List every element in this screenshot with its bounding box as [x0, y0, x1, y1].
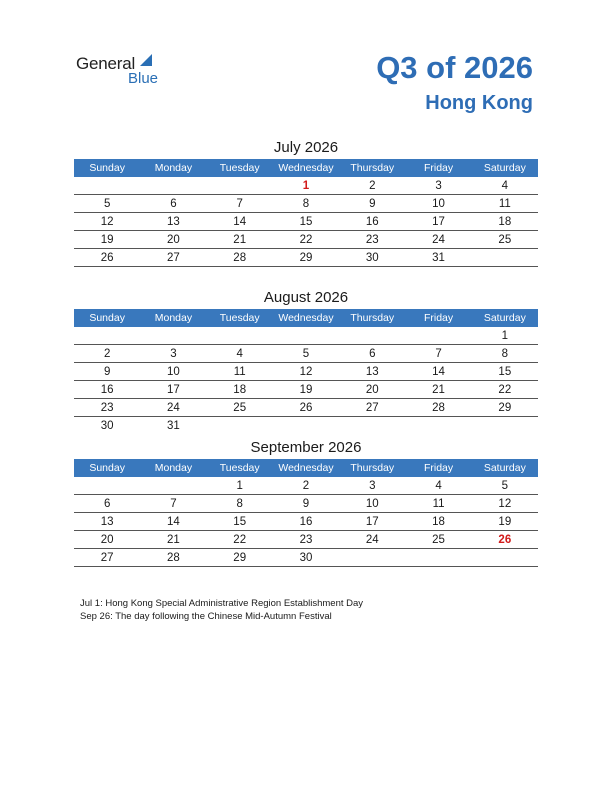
weekday-label: Friday	[423, 162, 454, 174]
day-cell: 15	[233, 516, 247, 528]
weekday-label: Saturday	[483, 162, 526, 174]
day-cell: 22	[498, 384, 512, 396]
day-cell: 5	[103, 198, 111, 210]
day-cell	[207, 327, 273, 344]
day-cell: 10	[432, 198, 445, 210]
week-row	[74, 549, 538, 567]
day-cell	[273, 327, 339, 344]
day-cell: 30	[100, 420, 114, 432]
weekday-label: Thursday	[350, 162, 395, 174]
weekday-label: Sunday	[89, 162, 125, 174]
day-cell: 1	[501, 330, 509, 342]
day-cell: 9	[302, 498, 310, 510]
month-august	[74, 287, 538, 434]
day-cell: 23	[365, 234, 379, 246]
day-cell: 21	[167, 534, 180, 546]
day-cell: 4	[435, 480, 442, 492]
day-cell: 30	[299, 552, 313, 564]
day-cell: 9	[369, 198, 376, 210]
day-cell: 4	[236, 348, 243, 360]
day-cell: 8	[501, 348, 509, 360]
week-row	[74, 477, 538, 495]
day-cell: 14	[432, 366, 445, 378]
day-cell: 8	[302, 198, 310, 210]
day-cell: 31	[167, 420, 180, 432]
weekday-label: Saturday	[483, 462, 526, 474]
day-cell: 13	[100, 516, 114, 528]
day-cell: 1	[236, 480, 243, 492]
day-cell: 24	[167, 402, 180, 414]
day-cell	[74, 327, 140, 344]
day-cell: 6	[103, 498, 111, 510]
day-cell: 30	[365, 252, 379, 264]
day-cell: 2	[369, 180, 376, 192]
day-cell: 24	[365, 534, 379, 546]
day-cell: 2	[302, 480, 310, 492]
week-row	[74, 531, 538, 549]
day-cell	[74, 177, 140, 194]
day-cell	[339, 417, 405, 434]
weekday-label: Tuesday	[219, 312, 260, 324]
month-july	[74, 137, 538, 267]
day-cell: 19	[100, 234, 114, 246]
day-cell: 6	[170, 198, 177, 210]
day-cell	[472, 249, 538, 266]
day-cell	[472, 417, 538, 434]
day-cell: 18	[498, 216, 512, 228]
weekday-label: Wednesday	[278, 312, 334, 324]
day-cell: 6	[369, 348, 376, 360]
day-cell: 3	[369, 480, 376, 492]
day-cell	[405, 549, 471, 566]
holiday-day-cell: 1	[302, 180, 310, 192]
week-row	[74, 213, 538, 231]
holiday-day-cell: 26	[498, 534, 512, 546]
weekday-label: Friday	[423, 312, 454, 324]
day-cell: 25	[233, 402, 247, 414]
day-cell	[140, 177, 206, 194]
day-cell: 12	[100, 216, 114, 228]
day-cell: 13	[365, 366, 379, 378]
weekday-label: Sunday	[89, 462, 125, 474]
day-cell: 29	[299, 252, 313, 264]
day-cell: 21	[233, 234, 247, 246]
day-cell: 24	[432, 234, 445, 246]
logo-general-text: General	[76, 54, 136, 73]
holiday-note: Jul 1: Hong Kong Special Administrative Region Establishment Day	[80, 598, 364, 609]
day-cell: 19	[498, 516, 512, 528]
day-cell: 10	[167, 366, 180, 378]
weekday-label: Tuesday	[219, 162, 260, 174]
day-cell: 11	[498, 198, 511, 210]
day-cell: 28	[432, 402, 445, 414]
day-cell: 18	[432, 516, 445, 528]
day-cell: 22	[233, 534, 247, 546]
month-september	[74, 437, 538, 567]
day-cell: 25	[498, 234, 512, 246]
day-cell: 16	[299, 516, 313, 528]
day-cell: 3	[170, 348, 177, 360]
week-row	[74, 231, 538, 249]
day-cell	[472, 549, 538, 566]
day-cell: 20	[167, 234, 180, 246]
page-title: Q3 of 2026	[376, 50, 533, 85]
day-cell	[339, 327, 405, 344]
day-cell	[273, 417, 339, 434]
day-cell: 16	[365, 216, 379, 228]
week-row	[74, 363, 538, 381]
weekday-label: Thursday	[350, 312, 395, 324]
day-cell: 29	[498, 402, 512, 414]
day-cell: 13	[167, 216, 180, 228]
logo-triangle-icon	[140, 54, 152, 66]
week-row	[74, 327, 538, 345]
day-cell	[339, 549, 405, 566]
day-cell: 18	[233, 384, 247, 396]
day-cell: 19	[299, 384, 313, 396]
week-row	[74, 399, 538, 417]
weekday-label: Wednesday	[278, 462, 334, 474]
day-cell: 11	[432, 498, 445, 510]
weekday-label: Monday	[154, 462, 193, 474]
weekday-label: Saturday	[483, 312, 526, 324]
day-cell: 23	[100, 402, 114, 414]
day-cell: 9	[103, 366, 111, 378]
day-cell	[74, 477, 140, 494]
logo	[76, 52, 186, 92]
day-cell: 17	[432, 216, 445, 228]
region-title: Hong Kong	[425, 92, 533, 114]
day-cell	[405, 417, 471, 434]
day-cell: 17	[167, 384, 180, 396]
week-row	[74, 177, 538, 195]
week-row	[74, 495, 538, 513]
day-cell: 7	[170, 498, 177, 510]
week-row	[74, 381, 538, 399]
day-cell: 12	[299, 366, 313, 378]
day-cell: 28	[167, 552, 180, 564]
day-cell: 20	[365, 384, 379, 396]
day-cell: 27	[100, 552, 114, 564]
day-cell: 31	[432, 252, 445, 264]
weekday-label: Tuesday	[219, 462, 260, 474]
weekday-label: Thursday	[350, 462, 395, 474]
weekday-label: Monday	[154, 312, 193, 324]
month-title: August 2026	[263, 289, 349, 306]
day-cell	[207, 177, 273, 194]
day-cell: 21	[432, 384, 445, 396]
day-cell: 17	[365, 516, 379, 528]
weekday-header	[74, 159, 538, 177]
day-cell: 10	[365, 498, 379, 510]
weekday-label: Monday	[154, 162, 193, 174]
month-title: September 2026	[250, 439, 362, 456]
day-cell: 27	[167, 252, 180, 264]
day-cell: 23	[299, 534, 313, 546]
day-cell: 5	[501, 480, 509, 492]
day-cell: 26	[100, 252, 114, 264]
week-row	[74, 195, 538, 213]
day-cell: 22	[299, 234, 313, 246]
day-cell: 7	[435, 348, 442, 360]
day-cell: 4	[501, 180, 509, 192]
day-cell: 7	[236, 198, 243, 210]
holiday-note: Sep 26: The day following the Chinese Mid-Autumn Festival	[80, 611, 332, 622]
day-cell: 27	[365, 402, 379, 414]
day-cell: 26	[299, 402, 313, 414]
weekday-header	[74, 309, 538, 327]
logo-blue-text: Blue	[128, 70, 159, 87]
day-cell	[140, 477, 206, 494]
weekday-label: Friday	[423, 462, 454, 474]
day-cell: 14	[167, 516, 180, 528]
day-cell: 12	[498, 498, 512, 510]
week-row	[74, 249, 538, 267]
day-cell: 25	[432, 534, 445, 546]
day-cell: 11	[233, 366, 246, 378]
day-cell: 15	[299, 216, 313, 228]
day-cell: 15	[498, 366, 512, 378]
day-cell	[207, 417, 273, 434]
day-cell	[140, 327, 206, 344]
weekday-label: Wednesday	[278, 162, 334, 174]
week-row	[74, 417, 538, 434]
day-cell: 8	[236, 498, 243, 510]
weekday-header	[74, 459, 538, 477]
holiday-notes	[80, 597, 363, 623]
day-cell: 5	[302, 348, 310, 360]
day-cell: 29	[233, 552, 247, 564]
day-cell: 2	[103, 348, 111, 360]
day-cell: 20	[100, 534, 114, 546]
weekday-label: Sunday	[89, 312, 125, 324]
day-cell: 16	[100, 384, 114, 396]
day-cell: 3	[435, 180, 442, 192]
week-row	[74, 345, 538, 363]
day-cell: 14	[233, 216, 247, 228]
week-row	[74, 513, 538, 531]
month-title: July 2026	[273, 139, 339, 156]
day-cell	[405, 327, 471, 344]
day-cell: 28	[233, 252, 247, 264]
